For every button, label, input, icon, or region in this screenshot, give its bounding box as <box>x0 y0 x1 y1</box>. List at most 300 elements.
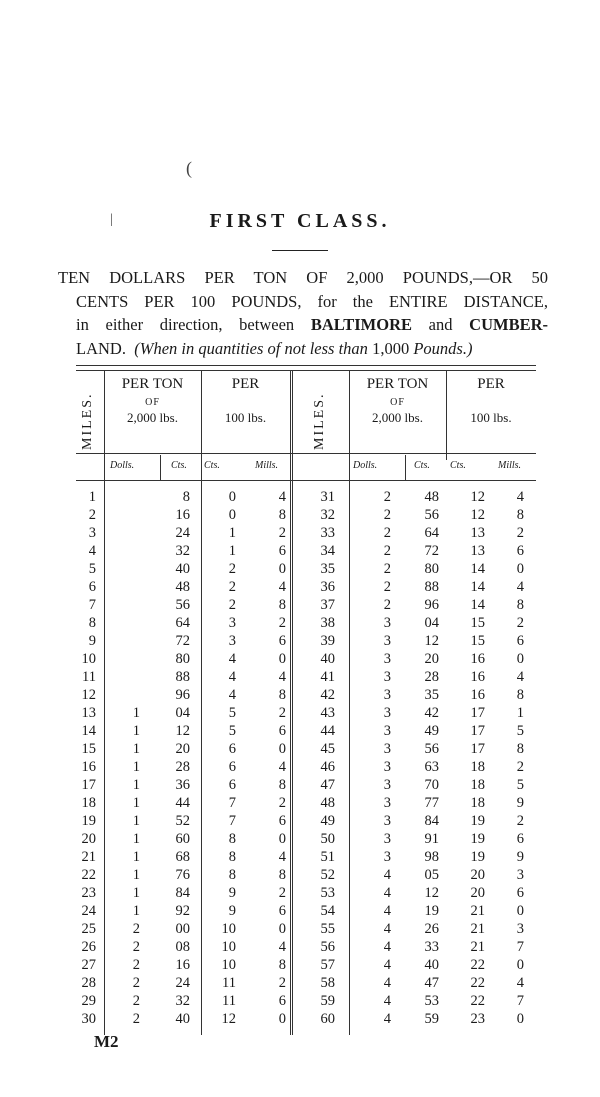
cents-cell: 7 <box>228 813 236 829</box>
mills-cell: 2 <box>516 813 524 829</box>
mills-cell: 8 <box>516 741 524 757</box>
cents-cell: 16 <box>470 651 485 667</box>
table-row <box>0 507 600 525</box>
description-text: in either direction, between <box>76 315 295 334</box>
mills-cell: 6 <box>278 813 286 829</box>
table-row <box>0 597 600 615</box>
dollars-cell: 3 <box>383 759 391 775</box>
miles-cell: 7 <box>88 597 96 613</box>
mills-cell: 6 <box>278 543 286 559</box>
dollars-cell: 3 <box>383 705 391 721</box>
description-place: BALTIMORE <box>310 315 412 334</box>
cents-cell: 68 <box>175 849 190 865</box>
table-row <box>0 525 600 543</box>
cents-cell: 12 <box>470 489 485 505</box>
mills-cell: 4 <box>278 759 286 775</box>
cents-cell: 23 <box>470 1011 485 1027</box>
mills-cell: 8 <box>278 867 286 883</box>
dollars-cell: 3 <box>383 813 391 829</box>
mills-cell: 3 <box>516 921 524 937</box>
cents-cell: 14 <box>470 579 485 595</box>
dollars-cell: 2 <box>383 543 391 559</box>
cents-cell: 11 <box>222 975 236 991</box>
cents-cell: 88 <box>175 669 190 685</box>
mills-cell: 0 <box>278 651 286 667</box>
description-place: LAND. <box>76 338 126 358</box>
dollars-cell: 3 <box>383 687 391 703</box>
dollars-cell: 1 <box>132 795 140 811</box>
dollars-cell: 4 <box>383 993 391 1009</box>
cents-cell: 12 <box>424 885 439 901</box>
cents-cell: 05 <box>424 867 439 883</box>
cents-cell: 35 <box>424 687 439 703</box>
cents-cell: 22 <box>470 975 485 991</box>
cents-cell: 17 <box>470 705 485 721</box>
cents-cell: 52 <box>175 813 190 829</box>
mills-cell: 2 <box>278 975 286 991</box>
dollars-cell: 2 <box>383 525 391 541</box>
of-label: OF <box>145 397 160 408</box>
description-line-4 <box>58 337 548 361</box>
miles-cell: 55 <box>320 921 335 937</box>
miles-cell: 13 <box>81 705 96 721</box>
table-row <box>0 615 600 633</box>
miles-cell: 49 <box>320 813 335 829</box>
cents-cell: 15 <box>470 633 485 649</box>
miles-cell: 50 <box>320 831 335 847</box>
cents-cell: 28 <box>424 669 439 685</box>
miles-cell: 33 <box>320 525 335 541</box>
mills-cell: 0 <box>278 1011 286 1027</box>
miles-cell: 3 <box>88 525 96 541</box>
miles-cell: 60 <box>320 1011 335 1027</box>
miles-cell: 54 <box>320 903 335 919</box>
cents-cell: 32 <box>175 993 190 1009</box>
dollars-cell: 3 <box>383 849 391 865</box>
cents-cell: 49 <box>424 723 439 739</box>
table-row <box>0 1011 600 1029</box>
cents-cell: 80 <box>424 561 439 577</box>
cents-cell: 4 <box>228 687 236 703</box>
table-row <box>0 867 600 885</box>
dollars-cell: 4 <box>383 867 391 883</box>
mills-cell: 6 <box>278 723 286 739</box>
per-header-right: PER <box>477 376 505 392</box>
cents-cell: 14 <box>470 561 485 577</box>
miles-cell: 11 <box>82 669 96 685</box>
cents-cell: 33 <box>424 939 439 955</box>
description-line-1: TEN DOLLARS PER TON OF 2,000 POUNDS,—OR 50 <box>58 268 548 287</box>
dollars-cell: 3 <box>383 795 391 811</box>
cents-cell: 18 <box>470 795 485 811</box>
miles-cell: 25 <box>81 921 96 937</box>
mills-cell: 0 <box>516 903 524 919</box>
mills-cell: 0 <box>278 741 286 757</box>
cents-cell: 8 <box>228 867 236 883</box>
cents-cell: 64 <box>175 615 190 631</box>
miles-cell: 42 <box>320 687 335 703</box>
cents-cell: 48 <box>175 579 190 595</box>
cents-cell: 63 <box>424 759 439 775</box>
rate-table-body <box>0 489 600 1029</box>
miles-cell: 51 <box>320 849 335 865</box>
table-row <box>0 813 600 831</box>
ink-mark: | <box>110 212 113 227</box>
description-text: and <box>428 315 453 334</box>
mills-cell: 0 <box>516 651 524 667</box>
cents-cell: 21 <box>470 921 485 937</box>
cents-cell: 21 <box>470 939 485 955</box>
dollars-cell: 3 <box>383 651 391 667</box>
cents-cell: 60 <box>175 831 190 847</box>
dollars-cell: 2 <box>132 921 140 937</box>
table-row <box>0 759 600 777</box>
mills-cell: 0 <box>278 831 286 847</box>
mills-cell: 2 <box>278 705 286 721</box>
cents-cell: 04 <box>424 615 439 631</box>
miles-cell: 20 <box>81 831 96 847</box>
miles-header-right: MILES. <box>312 392 327 450</box>
cents-cell: 9 <box>228 885 236 901</box>
cents-cell: 0 <box>228 489 236 505</box>
unit-dolls: Dolls. <box>353 460 378 471</box>
description-quantity: 1,000 <box>372 338 410 358</box>
per-ton-header-right: PER TON <box>366 376 429 392</box>
table-row <box>0 741 600 759</box>
miles-cell: 4 <box>88 543 96 559</box>
cents-cell: 22 <box>470 957 485 973</box>
cents-cell: 5 <box>228 723 236 739</box>
cents-cell: 64 <box>424 525 439 541</box>
dollars-cell: 1 <box>132 813 140 829</box>
miles-cell: 37 <box>320 597 335 613</box>
table-top-rule <box>76 365 536 366</box>
dollars-cell: 2 <box>132 939 140 955</box>
dollars-cell: 2 <box>383 489 391 505</box>
cents-cell: 8 <box>228 849 236 865</box>
header-rule <box>76 453 536 454</box>
table-row <box>0 795 600 813</box>
per-header-left: PER <box>231 376 260 392</box>
miles-cell: 46 <box>320 759 335 775</box>
miles-cell: 31 <box>320 489 335 505</box>
table-row <box>0 687 600 705</box>
mills-cell: 2 <box>278 885 286 901</box>
dollars-cell: 1 <box>132 831 140 847</box>
dollars-cell: 3 <box>383 615 391 631</box>
mills-cell: 0 <box>516 957 524 973</box>
cents-cell: 3 <box>228 633 236 649</box>
table-row <box>0 723 600 741</box>
miles-cell: 26 <box>81 939 96 955</box>
cents-cell: 48 <box>424 489 439 505</box>
table-top-rule <box>76 370 536 371</box>
cents-cell: 13 <box>470 543 485 559</box>
cents-cell: 19 <box>424 903 439 919</box>
dollars-cell: 2 <box>132 957 140 973</box>
mills-cell: 9 <box>516 795 524 811</box>
cents-cell: 10 <box>221 957 236 973</box>
miles-cell: 58 <box>320 975 335 991</box>
cents-cell: 08 <box>175 939 190 955</box>
table-row <box>0 921 600 939</box>
table-row <box>0 939 600 957</box>
miles-cell: 30 <box>81 1011 96 1027</box>
hundred-lbs-left: 100 lbs. <box>224 410 267 425</box>
cents-cell: 20 <box>424 651 439 667</box>
dollars-cell: 2 <box>132 993 140 1009</box>
miles-cell: 19 <box>81 813 96 829</box>
miles-cell: 53 <box>320 885 335 901</box>
cents-cell: 84 <box>175 885 190 901</box>
dollars-cell: 4 <box>383 903 391 919</box>
mills-cell: 6 <box>278 903 286 919</box>
cents-cell: 21 <box>470 903 485 919</box>
cents-cell: 12 <box>221 1011 236 1027</box>
cents-cell: 16 <box>470 687 485 703</box>
dollars-cell: 1 <box>132 705 140 721</box>
cents-cell: 91 <box>424 831 439 847</box>
dollars-cell: 2 <box>132 1011 140 1027</box>
cents-cell: 14 <box>470 597 485 613</box>
cents-cell: 77 <box>424 795 439 811</box>
mills-cell: 4 <box>278 669 286 685</box>
cents-cell: 96 <box>424 597 439 613</box>
mills-cell: 7 <box>516 939 524 955</box>
mills-cell: 8 <box>516 597 524 613</box>
header-rule <box>76 480 536 481</box>
cents-cell: 28 <box>175 759 190 775</box>
cents-cell: 56 <box>424 741 439 757</box>
dollars-cell: 2 <box>383 507 391 523</box>
cents-cell: 76 <box>175 867 190 883</box>
mills-cell: 2 <box>278 615 286 631</box>
cents-cell: 3 <box>228 615 236 631</box>
dollars-cell: 1 <box>132 867 140 883</box>
unit-mills: Mills. <box>255 460 279 471</box>
column-divider <box>405 455 406 480</box>
miles-cell: 10 <box>81 651 96 667</box>
dollars-cell: 1 <box>132 849 140 865</box>
dollars-cell: 4 <box>383 975 391 991</box>
cents-cell: 11 <box>222 993 236 1009</box>
dollars-cell: 3 <box>383 831 391 847</box>
miles-cell: 12 <box>81 687 96 703</box>
table-row <box>0 561 600 579</box>
cents-cell: 24 <box>175 975 190 991</box>
mills-cell: 0 <box>278 561 286 577</box>
mills-cell: 3 <box>516 867 524 883</box>
cents-cell: 1 <box>228 543 236 559</box>
cents-cell: 04 <box>175 705 190 721</box>
mills-cell: 8 <box>278 687 286 703</box>
cents-cell: 42 <box>424 705 439 721</box>
table-row <box>0 849 600 867</box>
table-row <box>0 543 600 561</box>
cents-cell: 4 <box>228 669 236 685</box>
cents-cell: 2 <box>228 597 236 613</box>
rate-description <box>58 266 548 360</box>
cents-cell: 18 <box>470 777 485 793</box>
cents-cell: 56 <box>175 597 190 613</box>
cents-cell: 8 <box>228 831 236 847</box>
miles-cell: 22 <box>81 867 96 883</box>
cents-cell: 16 <box>175 957 190 973</box>
table-row <box>0 831 600 849</box>
dollars-cell: 3 <box>383 669 391 685</box>
cents-cell: 36 <box>175 777 190 793</box>
cents-cell: 15 <box>470 615 485 631</box>
cents-cell: 53 <box>424 993 439 1009</box>
mills-cell: 2 <box>278 795 286 811</box>
unit-cts: Cts. <box>204 460 220 471</box>
dollars-cell: 1 <box>132 903 140 919</box>
mills-cell: 5 <box>516 777 524 793</box>
table-row <box>0 705 600 723</box>
unit-mills: Mills. <box>498 460 522 471</box>
mills-cell: 0 <box>278 921 286 937</box>
cents-cell: 16 <box>175 507 190 523</box>
dollars-cell: 1 <box>132 759 140 775</box>
cents-cell: 19 <box>470 813 485 829</box>
miles-cell: 24 <box>81 903 96 919</box>
mills-cell: 0 <box>516 1011 524 1027</box>
unit-cts: Cts. <box>171 460 187 471</box>
miles-cell: 52 <box>320 867 335 883</box>
dollars-cell: 2 <box>132 975 140 991</box>
cents-cell: 70 <box>424 777 439 793</box>
mills-cell: 1 <box>516 705 524 721</box>
cents-cell: 20 <box>175 741 190 757</box>
dollars-cell: 4 <box>383 939 391 955</box>
cents-cell: 12 <box>175 723 190 739</box>
miles-cell: 27 <box>81 957 96 973</box>
miles-cell: 18 <box>81 795 96 811</box>
mills-cell: 2 <box>278 525 286 541</box>
miles-cell: 56 <box>320 939 335 955</box>
cents-cell: 24 <box>175 525 190 541</box>
miles-header-left: MILES. <box>80 392 95 450</box>
cents-cell: 56 <box>424 507 439 523</box>
dollars-cell: 4 <box>383 885 391 901</box>
cents-cell: 6 <box>228 741 236 757</box>
unit-cts: Cts. <box>450 460 466 471</box>
cents-cell: 13 <box>470 525 485 541</box>
cents-cell: 16 <box>470 669 485 685</box>
miles-cell: 1 <box>88 489 96 505</box>
cents-cell: 80 <box>175 651 190 667</box>
table-row <box>0 651 600 669</box>
per-ton-header-left: PER TON <box>121 376 184 392</box>
cents-cell: 84 <box>424 813 439 829</box>
mills-cell: 7 <box>516 993 524 1009</box>
mills-cell: 4 <box>516 489 524 505</box>
miles-cell: 29 <box>81 993 96 1009</box>
cents-cell: 12 <box>424 633 439 649</box>
table-row <box>0 903 600 921</box>
description-place: CUMBER- <box>469 315 548 334</box>
miles-cell: 9 <box>88 633 96 649</box>
miles-cell: 6 <box>88 579 96 595</box>
cents-cell: 40 <box>175 561 190 577</box>
cents-cell: 6 <box>228 759 236 775</box>
cents-cell: 12 <box>470 507 485 523</box>
description-condition: (When in quantities of not less than <box>134 338 368 358</box>
cents-cell: 8 <box>182 489 190 505</box>
heading-rule <box>272 250 328 251</box>
cents-cell: 59 <box>424 1011 439 1027</box>
dollars-cell: 4 <box>383 957 391 973</box>
miles-cell: 40 <box>320 651 335 667</box>
mills-cell: 4 <box>278 489 286 505</box>
unit-cts: Cts. <box>414 460 430 471</box>
mills-cell: 6 <box>278 993 286 1009</box>
table-row <box>0 777 600 795</box>
miles-cell: 2 <box>88 507 96 523</box>
miles-cell: 45 <box>320 741 335 757</box>
miles-cell: 38 <box>320 615 335 631</box>
dollars-cell: 1 <box>132 885 140 901</box>
table-row <box>0 975 600 993</box>
of-label: OF <box>390 397 405 408</box>
miles-cell: 15 <box>81 741 96 757</box>
dollars-cell: 3 <box>383 633 391 649</box>
miles-cell: 23 <box>81 885 96 901</box>
cents-cell: 22 <box>470 993 485 1009</box>
mills-cell: 4 <box>278 579 286 595</box>
table-row <box>0 669 600 687</box>
mills-cell: 8 <box>516 687 524 703</box>
cents-cell: 10 <box>221 921 236 937</box>
dollars-cell: 4 <box>383 921 391 937</box>
miles-cell: 28 <box>81 975 96 991</box>
cents-cell: 96 <box>175 687 190 703</box>
cents-cell: 2 <box>228 579 236 595</box>
mills-cell: 6 <box>516 633 524 649</box>
mills-cell: 8 <box>516 507 524 523</box>
section-heading: FIRST CLASS. <box>209 210 391 232</box>
mills-cell: 6 <box>516 831 524 847</box>
cents-cell: 0 <box>228 507 236 523</box>
ink-mark: ( <box>186 158 192 178</box>
cents-cell: 19 <box>470 831 485 847</box>
cents-cell: 92 <box>175 903 190 919</box>
mills-cell: 0 <box>516 561 524 577</box>
cents-cell: 40 <box>424 957 439 973</box>
table-row <box>0 489 600 507</box>
cents-cell: 47 <box>424 975 439 991</box>
mills-cell: 8 <box>278 597 286 613</box>
miles-cell: 36 <box>320 579 335 595</box>
hundred-lbs-right: 100 lbs. <box>470 410 512 425</box>
cents-cell: 72 <box>175 633 190 649</box>
mills-cell: 8 <box>278 507 286 523</box>
mills-cell: 5 <box>516 723 524 739</box>
cents-cell: 20 <box>470 867 485 883</box>
mills-cell: 4 <box>278 849 286 865</box>
cents-cell: 2 <box>228 561 236 577</box>
table-row <box>0 957 600 975</box>
cents-cell: 40 <box>175 1011 190 1027</box>
dollars-cell: 1 <box>132 777 140 793</box>
miles-cell: 57 <box>320 957 335 973</box>
mills-cell: 6 <box>516 543 524 559</box>
cents-cell: 17 <box>470 741 485 757</box>
cents-cell: 19 <box>470 849 485 865</box>
miles-cell: 41 <box>320 669 335 685</box>
mills-cell: 9 <box>516 849 524 865</box>
cents-cell: 18 <box>470 759 485 775</box>
